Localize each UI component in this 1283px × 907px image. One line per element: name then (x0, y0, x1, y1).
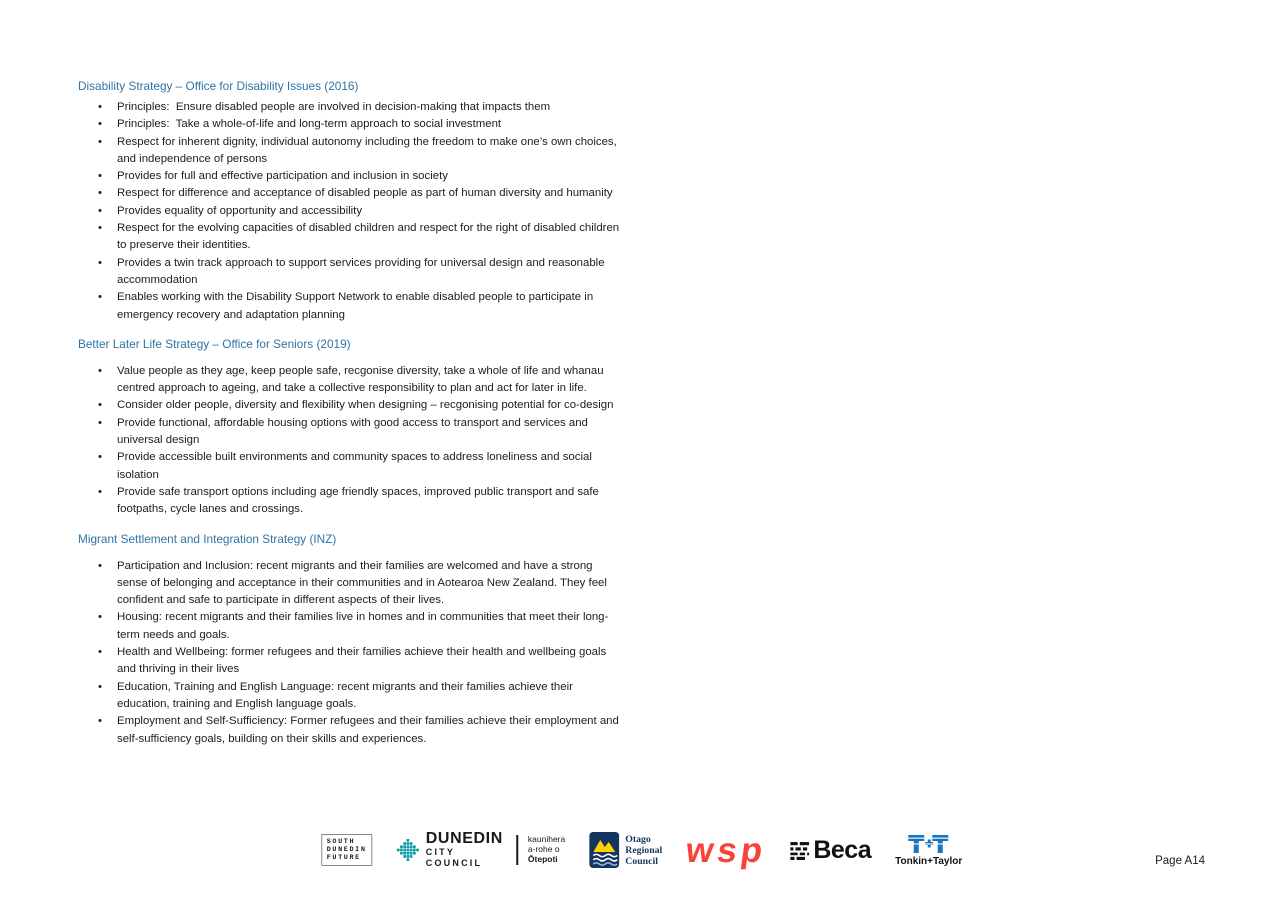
tonkin-taylor-wordmark: Tonkin+Taylor (895, 855, 963, 867)
bullet-item: • Provides a twin track approach to support services providing for universal design and reasonable accommodation (78, 255, 624, 290)
bullet-item: • Provide safe transport options including age friendly spaces, improved public transport and safe footpaths, cycle lanes and crossings. (78, 484, 624, 519)
dcc-dots-icon (397, 837, 420, 863)
section-better-later-life (78, 336, 624, 519)
orc-line: Regional (625, 844, 663, 856)
sdf-logo-text: SOUTH (326, 837, 356, 846)
bullet-item: • Housing: recent migrants and their families live in homes and in communities that meet their long-term needs and goals. (78, 609, 624, 644)
logo-south-dunedin-future (321, 834, 373, 867)
logo-wsp (683, 830, 770, 870)
beca-block-icon (790, 841, 809, 860)
dcc-divider (517, 835, 518, 865)
bullet-item: • Provide accessible built environments and community spaces to address loneliness and social isolation (78, 449, 624, 484)
bullet-item: • Provide functional, affordable housing options with good access to transport and services and universal design (78, 415, 624, 450)
bullet-list (78, 558, 624, 748)
sdf-logo-text: DUNEDIN (326, 845, 367, 854)
dcc-maori-text (528, 835, 565, 864)
orc-mountain-icon (589, 832, 619, 868)
bullet-list (78, 363, 624, 519)
page-number: Page A14 (1155, 855, 1205, 867)
bullet-item: • Principles: Ensure disabled people are involved in decision-making that impacts them (78, 99, 624, 116)
section-migrant-settlement (78, 531, 624, 748)
section-heading: Better Later Life Strategy – Office for Seniors (2019) (78, 336, 351, 351)
logo-tonkin-taylor (895, 834, 962, 867)
section-disability-strategy (78, 78, 624, 324)
footer-logos (321, 831, 963, 869)
bullet-item: • Health and Wellbeing: former refugees and their families achieve their health and wellbeing goals and thriving in their lives (78, 644, 624, 679)
beca-wordmark: Beca (813, 835, 872, 864)
dcc-subtitle: CITY COUNCIL (425, 847, 483, 868)
bullet-item: • Provides for full and effective participation and inclusion in society (78, 168, 624, 185)
bullet-item: • Provides equality of opportunity and accessibility (78, 203, 624, 220)
dcc-maori-line: kaunihera (527, 834, 566, 845)
logo-dunedin-city-council (397, 831, 566, 869)
document-content (78, 78, 624, 748)
bullet-item: • Value people as they age, keep people safe, recgonise diversity, take a whole of life and whanau centred approach to ageing, and take a collective responsibility to plan and act for later in life. (78, 363, 624, 398)
logo-otago-regional-council (589, 832, 662, 868)
bullet-item: • Respect for inherent dignity, individual autonomy including the freedom to make one’s own choices, and independence of persons (78, 134, 624, 169)
wsp-wordmark: wsp (683, 830, 770, 870)
orc-wordmark (625, 834, 662, 867)
dcc-maori-line: Ōtepoti (527, 853, 558, 864)
sdf-logo-text: FUTURE (326, 854, 361, 863)
orc-line: Council (625, 855, 658, 867)
bullet-item: • Participation and Inclusion: recent migrants and their families are welcomed and have a strong sense of belonging and acceptance in their communities and in Aotearoa New Zealand. They feel confident and safe to participate in different aspects of their lives. (78, 558, 624, 610)
section-heading: Disability Strategy – Office for Disability Issues (2016) (78, 79, 359, 93)
dcc-name: DUNEDIN (425, 830, 503, 847)
logo-beca (790, 835, 872, 864)
bullet-item: • Enables working with the Disability Support Network to enable disabled people to participate in emergency recovery and adaptation planning (78, 289, 624, 324)
dcc-maori-line: a-rohe o (527, 844, 560, 855)
dcc-wordmark (426, 831, 507, 869)
bullet-item: • Respect for the evolving capacities of disabled children and respect for the right of disabled children to preserve their identities. (78, 220, 624, 255)
bullet-list (78, 99, 624, 324)
bullet-item: • Employment and Self-Sufficiency: Former refugees and their families achieve their employment and self-sufficiency goals, building on their skills and experiences. (78, 713, 624, 748)
bullet-item: • Consider older people, diversity and flexibility when designing – recgonising potential for co-design (78, 397, 624, 414)
bullet-item: • Respect for difference and acceptance of disabled people as part of human diversity and humanity (78, 185, 624, 202)
bullet-item: • Principles: Take a whole-of-life and long-term approach to social investment (78, 116, 624, 133)
section-heading: Migrant Settlement and Integration Strategy (INZ) (78, 531, 337, 546)
orc-line: Otago (625, 833, 651, 845)
bullet-item: • Education, Training and English Language: recent migrants and their families achieve their education, training and English language goals. (78, 679, 624, 714)
tonkin-taylor-icon (906, 834, 952, 855)
